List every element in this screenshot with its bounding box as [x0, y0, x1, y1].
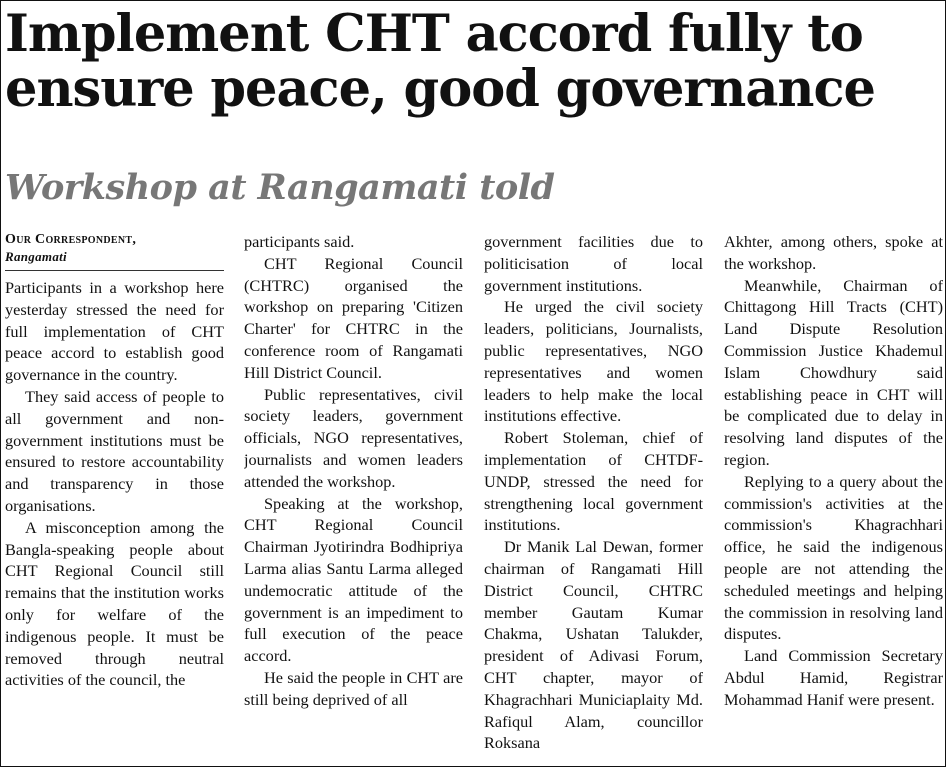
byline-author: Our Correspondent, — [5, 232, 137, 247]
paragraph: Participants in a workshop here yesterday stressed the need for full implementation of CHT peace accord to establish good governance in the country. — [5, 278, 224, 385]
paragraph: Public representatives, civil society leaders, government officials, NGO representatives, journalists and women leaders attended the workshop. — [244, 384, 463, 491]
article-column-3 — [484, 231, 703, 767]
paragraph: participants said. — [244, 232, 355, 251]
paragraph: Akhter, among others, spoke at the workshop. — [724, 232, 943, 273]
byline — [5, 231, 224, 271]
paragraph: Replying to a query about the commission's activities at the commission's Khagrachhari office, he said the indigenous people are not attending the scheduled meetings and helping the commission in resolving land disputes. — [724, 471, 943, 644]
byline-place: Rangamati — [5, 248, 224, 271]
headline-line-1: Implement CHT accord fully to — [5, 4, 863, 64]
paragraph: He said the people in CHT are still being deprived of all — [244, 667, 463, 709]
paragraph: Meanwhile, Chairman of Chittagong Hill Tracts (CHT) Land Dispute Resolution Commission Justice Khademul Islam Chowdhury said establishing peace in CHT will be complicated due to delay in resolving land disputes of the region. — [724, 275, 943, 469]
article-column-4 — [724, 231, 943, 767]
paragraph: They said access of people to all government and non-government institutions must be ensured to restore accountability and transparency in those organisations. — [5, 386, 224, 515]
paragraph: government facilities due to politicisation of local government institutions. — [484, 232, 703, 295]
paragraph: A misconception among the Bangla-speaking people about CHT Regional Council still remains that the institution works only for welfare of the indigenous people. It must be removed through neutral activities of the council, the — [5, 517, 224, 690]
subheadline: Workshop at Rangamati told — [5, 167, 555, 208]
paragraph: Land Commission Secretary Abdul Hamid, Registrar Mohammad Hanif were present. — [724, 646, 943, 709]
paragraph: Speaking at the workshop, CHT Regional Council Chairman Jyotirindra Bodhipriya Larma alias Santu Larma alleged undemocratic attitude of the government is an impediment to full execution of the peace accord. — [244, 493, 463, 666]
headline — [5, 4, 945, 119]
paragraph: Robert Stoleman, chief of implementation of CHTDF-UNDP, stressed the need for strengthening local government institutions. — [484, 428, 703, 535]
article-column-2 — [244, 231, 463, 767]
headline-line-2: ensure peace, good governance — [5, 59, 875, 119]
paragraph: He urged the civil society leaders, politicians, Journalists, public representatives, NGO representatives and women leaders to help make the local institutions effective. — [484, 297, 703, 426]
paragraph: CHT Regional Council (CHTRC) organised the workshop on preparing 'Citizen Charter' for CHTRC in the conference room of Rangamati Hill District Council. — [244, 253, 463, 382]
article-column-1 — [5, 231, 224, 767]
paragraph: Dr Manik Lal Dewan, former chairman of Rangamati Hill District Council, CHTRC member Gautam Kumar Chakma, Ushatan Talukder, president of Adivasi Forum, CHT chapter, mayor of Khagrachhari Municiaplaity Md. Rafiqul Alam, councillor Roksana — [484, 537, 703, 753]
